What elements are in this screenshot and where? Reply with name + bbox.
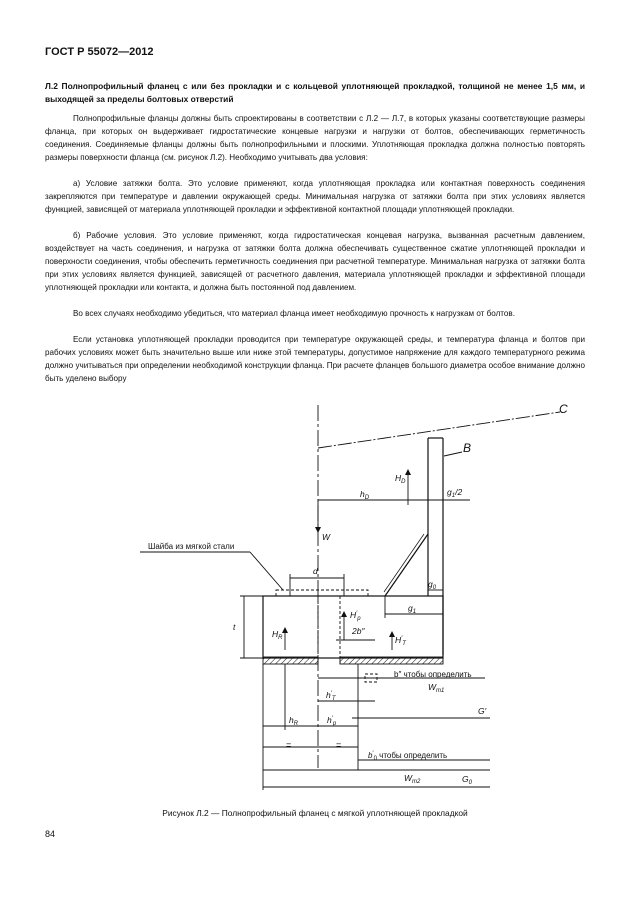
label-hp-arm	[327, 715, 337, 727]
label-d: d	[313, 566, 318, 576]
label-g1-half-main: g	[447, 487, 452, 497]
label-hp-force-main: H	[350, 610, 357, 620]
label-hd-force-sub: D	[401, 479, 406, 485]
label-wm1-main: W	[428, 682, 437, 692]
label-ht-force	[395, 635, 407, 647]
paragraph-2-text: а) Условие затяжки болта. Это условие применяют, когда уплотняющая прокладка или контактная поверхность соединения закрепляются при температуре и давлении окружающей среды. Минимальная нагрузка от затяжки болта при этих условиях является функцией, зависящей от материала уплотняющей прокладки и эффективной контактной площади уплотняющей прокладки.	[45, 179, 585, 214]
label-hd-arm	[360, 489, 370, 501]
label-hp-force	[350, 610, 361, 622]
document-header: ГОСТ Р 55072—2012	[45, 46, 154, 58]
label-wm2-sub: m2	[412, 779, 421, 785]
label-g0-bottom	[462, 774, 473, 786]
label-c: C	[559, 402, 568, 416]
label-wm1	[428, 682, 444, 694]
label-hr-arm	[289, 715, 299, 727]
label-b0-note-main: b	[368, 751, 373, 760]
label-hr-force-sub: R	[278, 635, 283, 641]
label-hp-arm-sub: p	[332, 721, 337, 727]
label-washer: Шайба из мягкой стали	[148, 542, 235, 551]
label-hr-force-main: H	[272, 629, 279, 639]
label-wm1-sub: m1	[436, 688, 445, 694]
label-g-prime: G′	[478, 706, 487, 716]
label-hd-arm-sub: D	[364, 495, 370, 501]
label-equal-left: =	[286, 740, 292, 750]
washer-leader	[250, 552, 283, 590]
label-ht-force-main: H	[395, 635, 402, 645]
page-number: 84	[45, 829, 56, 839]
figure-caption: Рисунок Л.2 — Полнопрофильный фланец с мягкой уплотняющей прокладкой	[162, 808, 468, 818]
label-b0-note-rest: чтобы определить	[376, 751, 448, 760]
label-two-b: 2b″	[352, 626, 365, 636]
gasket-left	[263, 657, 318, 664]
label-g0-sub: 0	[432, 585, 437, 591]
label-wm2	[404, 773, 421, 785]
label-g1-half	[447, 487, 462, 499]
label-g0-bottom-main: G	[462, 774, 469, 784]
label-ht-arm	[326, 690, 337, 702]
pipe-b-leader	[444, 452, 462, 456]
label-g1	[408, 603, 416, 615]
paragraph-5-text: Если установка уплотняющей прокладки проводится при температуре окружающей среды, и температура фланца и болтов при рабочих условиях может быть значительно выше или ниже этой температуры, допустимое напряжение для каждого температурного режима должно учитываться при определении необходимой конструкции фланца. При расчете фланцев большого диаметра особое внимание должно быть уделено выбору	[45, 335, 585, 383]
paragraph-3-text: б) Рабочие условия. Это условие применяют, когда гидростатическая концевая нагрузка, вызванная расчетным давлением, воздействует на часть соединения, и нагрузка от затяжки болта должна обеспечивать существенное сжатие уплотняющей прокладки и поверхности соединения, чтобы обеспечить герметичность соединения при расчетной температуре. Минимальная нагрузка от затяжки болта при этих условиях является функцией, зависящей от расчетного давления, материала уплотняющей прокладки и эффективной площади уплотняющей прокладки или контакта, и должна быть постоянной под давлением.	[45, 231, 585, 292]
label-hd-arm-main: h	[360, 489, 365, 499]
label-g0	[428, 579, 437, 591]
label-t: t	[233, 622, 236, 632]
label-wm2-main: W	[404, 773, 413, 783]
hub-taper-inner	[384, 534, 424, 592]
label-w: W	[322, 532, 331, 542]
label-ht-arm-sub: T	[331, 696, 336, 702]
label-hp-arm-sup: ′	[331, 716, 333, 722]
paragraph-1-text: Полнопрофильные фланцы должны быть спроектированы в соответствии с Л.2 — Л.7, в которых указаны соответствующие размеры фланца, при которых он выдерживает гидростатические концевые нагрузки и нагрузки от болтов, обеспечивающих герметичность соединения. Соединяемые фланцы должны быть полнопрофильными и плоскими. Уплотняющая прокладка должна полностью повторять размеры поверхности фланца (см. рисунок Л.2). Необходимо учитывать два условия:	[45, 114, 585, 162]
paragraph-4-text: Во всех случаях необходимо убедиться, что материал фланца имеет необходимую прочность к нагрузкам от болтов.	[73, 309, 515, 318]
label-hr-arm-main: h	[289, 715, 294, 725]
label-hr-arm-sub: R	[293, 721, 299, 727]
gasket-right	[340, 657, 443, 664]
hub-taper	[385, 534, 428, 596]
label-g0-main: g	[428, 579, 433, 589]
label-g0-bottom-sub: 0	[468, 780, 472, 786]
label-hd-force-main: H	[395, 473, 402, 483]
label-b: B	[463, 441, 472, 455]
label-ht-arm-sup: ′	[330, 691, 332, 697]
section-heading: Л.2 Полнопрофильный фланец с или без прокладки и с кольцевой уплотняющей прокладкой, толщиной не менее 1,5 мм, и выходящей за пределы болтовых отверстий	[45, 81, 585, 104]
label-hd-force	[395, 473, 406, 485]
label-ht-arm-main: h	[326, 690, 331, 700]
label-equal-right: =	[336, 740, 342, 750]
label-b-double-prime-note: b″ чтобы определить	[394, 670, 472, 679]
label-g1-half-suffix: /2	[455, 487, 463, 497]
line-c	[318, 412, 560, 448]
label-ht-force-sup: ′	[401, 636, 403, 642]
label-hp-force-sup: ′	[356, 611, 358, 617]
label-b0-note-sup: ′	[372, 751, 374, 757]
label-hp-arm-main: h	[327, 715, 332, 725]
label-g1-sub: 1	[412, 609, 417, 615]
label-g1-half-sub: 1	[451, 493, 456, 499]
label-g1-main: g	[408, 603, 413, 613]
label-hp-force-sub: p	[357, 616, 361, 622]
label-ht-force-sub: T	[402, 641, 406, 647]
label-hr-force	[272, 629, 283, 641]
label-b0-note-sub: 0	[373, 756, 377, 762]
